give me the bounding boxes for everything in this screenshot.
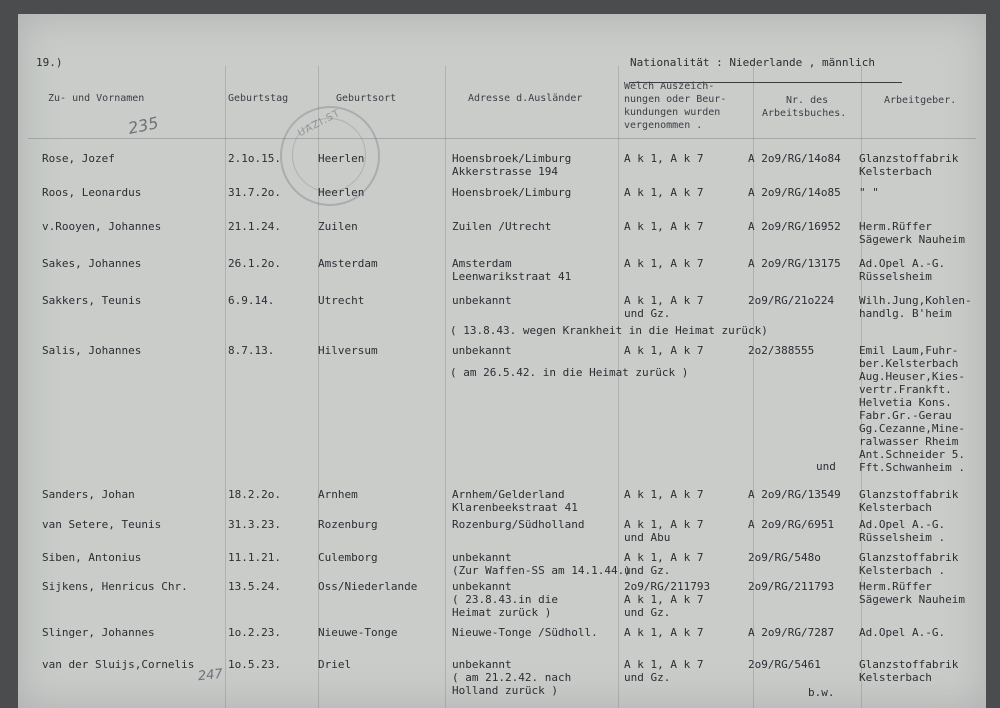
employer-line: Ad.Opel A.-G. <box>859 518 946 531</box>
employer-line: Glanzstoffabrik <box>859 551 959 564</box>
birth-date: 1o.2.23. <box>228 626 281 639</box>
header-marks-1: Welch Auszeich- <box>624 81 715 92</box>
work-book-number: 2o2/388555 <box>748 344 815 357</box>
remark-note: ( 13.8.43. wegen Krankheit in die Heimat zurück) <box>450 324 768 337</box>
header-book-1: Nr. des <box>786 95 829 106</box>
header-marks-4: vergenommen . <box>624 120 703 131</box>
work-book-number: A 2o9/RG/13549 <box>748 488 841 501</box>
address-line: Arnhem/Gelderland <box>452 488 565 501</box>
work-book-number: A 2o9/RG/14o84 <box>748 152 841 165</box>
marks-line: A k 1, A k 7 <box>624 294 704 307</box>
work-book-number: A 2o9/RG/7287 <box>748 626 835 639</box>
marks-line: A k 1, A k 7 <box>624 186 704 199</box>
header-address: Adresse d.Ausländer <box>468 93 583 104</box>
work-book-number: A 2o9/RG/6951 <box>748 518 835 531</box>
birth-date: 18.2.2o. <box>228 488 281 501</box>
document-sheet <box>18 14 986 708</box>
marks-line: A k 1, A k 7 <box>624 658 704 671</box>
address-line: Akkerstrasse 194 <box>452 165 558 178</box>
employer-line: vertr.Frankft. <box>859 383 952 396</box>
work-book-number: A 2o9/RG/13175 <box>748 257 841 270</box>
address-line: Rozenburg/Südholland <box>452 518 585 531</box>
birth-place: Heerlen <box>318 152 365 165</box>
marks-line: A k 1, A k 7 <box>624 551 704 564</box>
work-book-number: 2o9/RG/211793 <box>748 580 835 593</box>
header-employer: Arbeitgeber. <box>884 95 957 106</box>
birth-date: 21.1.24. <box>228 220 281 233</box>
person-name: Sakes, Johannes <box>42 257 142 270</box>
birth-date: 6.9.14. <box>228 294 275 307</box>
birth-date: 2.1o.15. <box>228 152 281 165</box>
and-note: und <box>816 460 836 473</box>
employer-line: Ant.Schneider 5. <box>859 448 965 461</box>
employer-line: Herm.Rüffer <box>859 220 932 233</box>
person-name: Sanders, Johan <box>42 488 135 501</box>
employer-line: Glanzstoffabrik <box>859 658 959 671</box>
marks-line: und Abu <box>624 531 671 544</box>
stamp-text: UAZI.ST <box>296 107 343 140</box>
person-name: Rose, Jozef <box>42 152 115 165</box>
person-name: Sakkers, Teunis <box>42 294 142 307</box>
birth-place: Hilversum <box>318 344 378 357</box>
column-rule <box>445 66 446 708</box>
employer-line: Glanzstoffabrik <box>859 488 959 501</box>
employer-line: Glanzstoffabrik <box>859 152 959 165</box>
work-book-number: 2o9/RG/21o224 <box>748 294 835 307</box>
marks-line: und Gz. <box>624 564 671 577</box>
marks-line: A k 1, A k 7 <box>624 518 704 531</box>
employer-line: " " <box>859 186 879 199</box>
marks-line: A k 1, A k 7 <box>624 626 704 639</box>
marks-line: und Gz. <box>624 606 671 619</box>
birth-date: 1o.5.23. <box>228 658 281 671</box>
header-dob: Geburtstag <box>228 93 289 104</box>
employer-line: handlg. B'heim <box>859 307 952 320</box>
birth-date: 13.5.24. <box>228 580 281 593</box>
employer-line: Ad.Opel A.-G. <box>859 257 946 270</box>
address-line: unbekannt <box>452 580 512 593</box>
work-book-number: A 2o9/RG/14o85 <box>748 186 841 199</box>
employer-line: Wilh.Jung,Kohlen- <box>859 294 972 307</box>
address-line: unbekannt <box>452 344 512 357</box>
birth-place: Oss/Niederlande <box>318 580 418 593</box>
employer-line: Rüsselsheim <box>859 270 932 283</box>
remark-note: ( am 26.5.42. in die Heimat zurück ) <box>450 366 689 379</box>
employer-line: Emil Laum,Fuhr- <box>859 344 959 357</box>
address-line: unbekannt <box>452 551 512 564</box>
marks-line: und Gz. <box>624 671 671 684</box>
birth-place: Amsterdam <box>318 257 378 270</box>
address-line: unbekannt <box>452 294 512 307</box>
address-line: Amsterdam <box>452 257 512 270</box>
work-book-number: 2o9/RG/548o <box>748 551 821 564</box>
column-rule <box>225 66 226 708</box>
employer-line: Sägewerk Nauheim <box>859 593 965 606</box>
pencil-note-top: 235 <box>126 113 161 138</box>
employer-line: ber.Kelsterbach <box>859 357 959 370</box>
employer-line: Helvetia Kons. <box>859 396 952 409</box>
employer-line: Fabr.Gr.-Gerau <box>859 409 952 422</box>
birth-place: Culemborg <box>318 551 378 564</box>
person-name: Roos, Leonardus <box>42 186 142 199</box>
birth-date: 31.7.2o. <box>228 186 281 199</box>
work-book-number: A 2o9/RG/16952 <box>748 220 841 233</box>
person-name: v.Rooyen, Johannes <box>42 220 162 233</box>
person-name: Siben, Antonius <box>42 551 142 564</box>
pencil-note-bottom: 247 <box>197 666 224 685</box>
address-line: Leenwarikstraat 41 <box>452 270 572 283</box>
employer-line: Aug.Heuser,Kies- <box>859 370 965 383</box>
person-name: Salis, Johannes <box>42 344 142 357</box>
header-book-2: Arbeitsbuches. <box>762 108 847 119</box>
birth-place: Heerlen <box>318 186 365 199</box>
marks-line: und Gz. <box>624 307 671 320</box>
employer-line: Kelsterbach <box>859 671 932 684</box>
birth-date: 31.3.23. <box>228 518 281 531</box>
birth-date: 26.1.2o. <box>228 257 281 270</box>
header-rule <box>28 138 976 139</box>
person-name: Slinger, Johannes <box>42 626 155 639</box>
address-line: Zuilen /Utrecht <box>452 220 552 233</box>
birth-place: Nieuwe-Tonge <box>318 626 398 639</box>
nationality-heading: Nationalität : Niederlande , männlich <box>630 56 876 69</box>
marks-line: A k 1, A k 7 <box>624 220 704 233</box>
header-marks-3: kundungen wurden <box>624 107 721 118</box>
header-name: Zu- und Vornamen <box>48 93 145 104</box>
marks-line: A k 1, A k 7 <box>624 344 704 357</box>
employer-line: Ad.Opel A.-G. <box>859 626 946 639</box>
birth-place: Arnhem <box>318 488 358 501</box>
birth-place: Utrecht <box>318 294 365 307</box>
page-number: 19.) <box>36 56 63 69</box>
work-book-number: 2o9/RG/5461 <box>748 658 821 671</box>
employer-line: Kelsterbach . <box>859 564 946 577</box>
marks-line: A k 1, A k 7 <box>624 152 704 165</box>
address-line: ( 23.8.43.in die <box>452 593 558 606</box>
address-line: Hoensbroek/Limburg <box>452 152 572 165</box>
header-marks-2: nungen oder Beur- <box>624 94 727 105</box>
birth-place: Zuilen <box>318 220 358 233</box>
employer-line: Fft.Schwanheim . <box>859 461 965 474</box>
birth-date: 11.1.21. <box>228 551 281 564</box>
employer-line: ralwasser Rheim <box>859 435 959 448</box>
person-name: van Setere, Teunis <box>42 518 162 531</box>
birth-place: Rozenburg <box>318 518 378 531</box>
address-line: Klarenbeekstraat 41 <box>452 501 578 514</box>
person-name: Sijkens, Henricus Chr. <box>42 580 188 593</box>
address-line: unbekannt <box>452 658 512 671</box>
address-line: ( am 21.2.42. nach <box>452 671 572 684</box>
column-rule <box>618 66 619 708</box>
employer-line: Kelsterbach <box>859 501 932 514</box>
address-line: Nieuwe-Tonge /Südholl. <box>452 626 598 639</box>
address-line: (Zur Waffen-SS am 14.1.44.) <box>452 564 631 577</box>
employer-line: Kelsterbach <box>859 165 932 178</box>
employer-line: Herm.Rüffer <box>859 580 932 593</box>
birth-date: 8.7.13. <box>228 344 275 357</box>
marks-line: A k 1, A k 7 <box>624 593 704 606</box>
employer-line: Rüsselsheim . <box>859 531 946 544</box>
marks-line: A k 1, A k 7 <box>624 257 704 270</box>
employer-line: Gg.Cezanne,Mine- <box>859 422 965 435</box>
header-pob: Geburtsort <box>336 93 397 104</box>
footer-note: b.w. <box>808 686 835 699</box>
address-line: Heimat zurück ) <box>452 606 552 619</box>
person-name: van der Sluijs,Cornelis <box>42 658 195 671</box>
marks-line: A k 1, A k 7 <box>624 488 704 501</box>
marks-line: 2o9/RG/211793 <box>624 580 711 593</box>
address-line: Holland zurück ) <box>452 684 558 697</box>
employer-line: Sägewerk Nauheim <box>859 233 965 246</box>
address-line: Hoensbroek/Limburg <box>452 186 572 199</box>
birth-place: Driel <box>318 658 352 671</box>
